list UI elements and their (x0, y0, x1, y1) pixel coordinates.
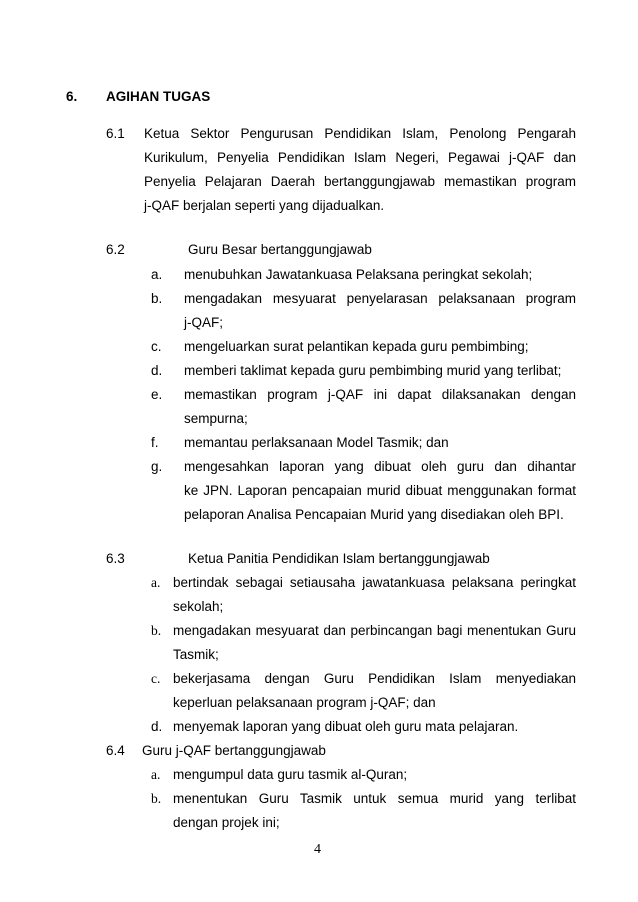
list-item-text: ke JPN. Laporan pencapaian murid dibuat menggunakan format (184, 483, 576, 498)
list-marker: g. (151, 459, 163, 474)
paragraph-6-1-line-2: Kurikulum, Penyelia Pendidikan Islam Negeri, Pegawai j-QAF dan (144, 150, 576, 165)
list-item-text: mengadakan mesyuarat penyelarasan pelaksanaan program (184, 291, 576, 306)
section-title: AGIHAN TUGAS (106, 89, 211, 104)
list-marker: d. (151, 363, 163, 378)
list-marker: b. (151, 623, 162, 638)
paragraph-6-1-line-4: j-QAF berjalan seperti yang dijadualkan. (144, 198, 385, 213)
list-item-text: memberi taklimat kepada guru pembimbing murid yang terlibat; (184, 363, 562, 378)
paragraph-6-1-line-1: Ketua Sektor Pengurusan Pendidikan Islam, Penolong Pengarah (144, 126, 576, 141)
list-marker: e. (151, 387, 163, 402)
list-item-text: keperluan pelaksanaan program j-QAF; dan (173, 695, 436, 710)
list-item-text: mengumpul data guru tasmik al-Quran; (173, 767, 408, 782)
list-item-text: sempurna; (184, 411, 248, 426)
list-item-text: j-QAF; (184, 315, 223, 330)
list-marker: a. (151, 267, 163, 282)
subsection-number-6-1: 6.1 (106, 126, 125, 141)
list-item-text: bekerjasama dengan Guru Pendidikan Islam menyediakan (173, 671, 576, 686)
list-item-text: pelaporan Analisa Pencapaian Murid yang disediakan oleh BPI. (184, 507, 564, 522)
subsection-heading-6-3: Ketua Panitia Pendidikan Islam bertanggungjawab (188, 551, 490, 566)
page-number: 4 (314, 842, 321, 857)
list-item-text: memantau perlaksanaan Model Tasmik; dan (184, 435, 449, 450)
list-item-text: memastikan program j-QAF ini dapat dilaksanakan dengan (184, 387, 576, 402)
list-item-text: menubuhkan Jawatankuasa Pelaksana peringkat sekolah; (184, 267, 533, 282)
list-item-text: sekolah; (173, 599, 224, 614)
list-marker: c. (151, 671, 161, 686)
list-marker: d. (151, 719, 163, 734)
list-item-text: mengadakan mesyuarat dan perbincangan bagi menentukan Guru (173, 623, 576, 638)
list-item-text: dengan projek ini; (173, 815, 280, 830)
list-marker: f. (151, 435, 159, 450)
list-marker: a. (151, 575, 161, 590)
section-number: 6. (66, 89, 78, 104)
list-item-text: Tasmik; (173, 647, 219, 662)
list-item-text: menentukan Guru Tasmik untuk semua murid yang terlibat (173, 791, 576, 806)
subsection-heading-6-2: Guru Besar bertanggungjawab (188, 242, 372, 257)
list-item-text: mengesahkan laporan yang dibuat oleh guru dan dihantar (184, 459, 576, 474)
subsection-heading-6-4: Guru j-QAF bertanggungjawab (142, 743, 326, 758)
list-item-text: menyemak laporan yang dibuat oleh guru mata pelajaran. (173, 719, 519, 734)
list-marker: c. (151, 339, 162, 354)
subsection-number-6-4: 6.4 (106, 743, 125, 758)
subsection-number-6-2: 6.2 (106, 242, 125, 257)
paragraph-6-1-line-3: Penyelia Pelajaran Daerah bertanggungjawab memastikan program (144, 174, 576, 189)
list-marker: a. (151, 767, 161, 782)
list-marker: b. (151, 291, 163, 306)
list-marker: b. (151, 791, 162, 806)
subsection-number-6-3: 6.3 (106, 551, 125, 566)
list-item-text: mengeluarkan surat pelantikan kepada guru pembimbing; (184, 339, 529, 354)
list-item-text: bertindak sebagai setiausaha jawatankuasa pelaksana peringkat (173, 575, 576, 590)
